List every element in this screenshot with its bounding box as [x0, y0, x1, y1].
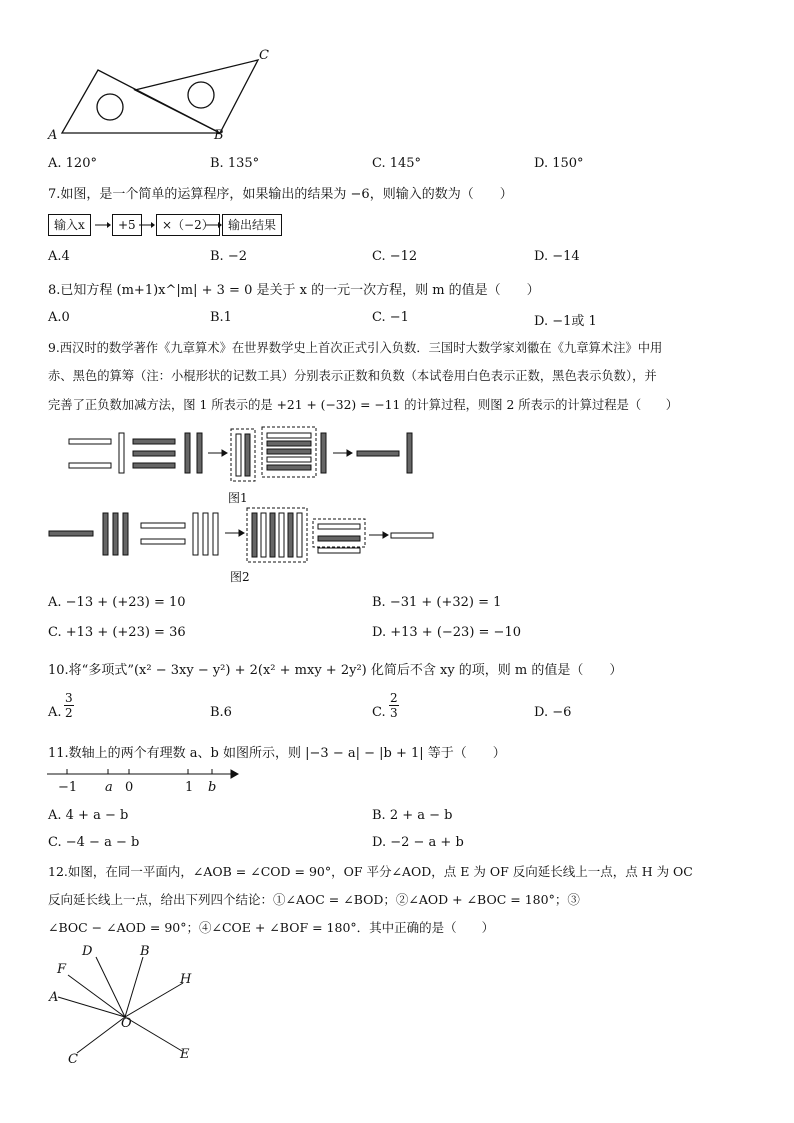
- fig1-black-rod: [357, 451, 399, 456]
- ray-od: [96, 957, 125, 1017]
- fig1-white-rod: [267, 433, 311, 438]
- q12-label-a: A: [49, 990, 59, 1005]
- fig2-black-rod: [288, 513, 293, 557]
- q9-option-d: D. +13 + (−23) = −10: [372, 625, 521, 640]
- fig1-black-rod: [267, 441, 311, 446]
- fig1-black-rod: [133, 439, 175, 444]
- q11-option-d: D. −2 − a + b: [372, 835, 464, 850]
- q11-option-c: C. −4 − a − b: [48, 835, 140, 850]
- q6-option-c: C. 145°: [372, 156, 422, 171]
- q6-label-a: A: [48, 128, 58, 143]
- fig1-black-rod: [267, 449, 311, 454]
- fig2-black-rod: [113, 513, 118, 555]
- q9-stem-line-3: 完善了正负数加减方法，图 1 所表示的是 +21 + (−32) = −11 的计算过程，则图 2 所表示的计算过程是（ ）: [48, 398, 679, 412]
- q7-arrow-2: [139, 219, 155, 231]
- q12-label-e: E: [180, 1047, 190, 1062]
- q7-option-c: C. −12: [372, 249, 418, 264]
- fig2-white-rod: [213, 513, 218, 555]
- fig1-black-rod: [133, 451, 175, 456]
- q10-option-c-denominator: 3: [390, 706, 398, 720]
- fig2-white-rod: [141, 523, 185, 528]
- q6-figure: [50, 45, 290, 145]
- fig2-white-rod: [391, 533, 433, 538]
- q11-option-b: B. 2 + a − b: [372, 808, 453, 823]
- q7-stem: 7.如图，是一个简单的运算程序，如果输出的结果为 −6，则输入的数为（ ）: [48, 187, 513, 202]
- q6-circle-left: [97, 94, 123, 120]
- q7-arrow-1: [95, 219, 111, 231]
- q11-label-b: b: [208, 780, 217, 795]
- q6-label-b: B: [214, 128, 224, 143]
- q11-label-a: a: [105, 780, 113, 795]
- fig1-black-rod: [267, 465, 311, 470]
- fig2-dashed-box: [313, 519, 365, 547]
- q8-option-d: D. −1或 1: [534, 314, 597, 329]
- q12-label-b: B: [140, 944, 150, 959]
- q12-label-f: F: [57, 962, 67, 977]
- q10-option-a-fraction: [64, 691, 74, 720]
- q6-triangle-right: [135, 60, 258, 133]
- q10-option-c-fraction: [389, 691, 399, 720]
- q10-option-a-denominator: 2: [65, 706, 73, 720]
- fig2-black-rod: [318, 536, 360, 541]
- fig2-black-rod: [252, 513, 257, 557]
- ray-oc: [77, 1017, 125, 1053]
- q6-circle-right: [188, 82, 214, 108]
- fig2-black-rod: [270, 513, 275, 557]
- fig2-white-rod: [318, 548, 360, 553]
- fig1-black-rod: [133, 463, 175, 468]
- q7-flow-output: 输出结果: [222, 214, 282, 236]
- q6-option-b: B. 135°: [210, 156, 260, 171]
- q9-option-c: C. +13 + (+23) = 36: [48, 625, 186, 640]
- q12-stem-line-3: ∠BOC − ∠AOD = 90°；④∠COE + ∠BOF = 180°．其中正确的是（ ）: [48, 920, 495, 935]
- q8-stem: 8.已知方程 (m+1)x^|m| + 3 = 0 是关于 x 的一元一次方程，则 m 的值是（ ）: [48, 283, 540, 298]
- q9-figure-2: [45, 505, 445, 567]
- q10-stem: 10.将“多项式”(x² − 3xy − y²) + 2(x² + mxy + 2y²) 化简后不含 xy 的项，则 m 的值是（ ）: [48, 663, 623, 678]
- q7-option-d: D. −14: [534, 249, 580, 264]
- q6-label-c: C: [259, 48, 269, 63]
- q12-label-d: D: [82, 944, 93, 959]
- q7-option-b: B. −2: [210, 249, 247, 264]
- q12-label-h: H: [180, 972, 192, 987]
- fig1-dashed-box: [231, 429, 255, 481]
- fig1-black-rod: [321, 433, 326, 473]
- q7-flow-plus5: +5: [112, 214, 142, 236]
- fig2-black-rod: [123, 513, 128, 555]
- q6-option-a: A. 120°: [48, 156, 97, 171]
- fig2-white-rod: [203, 513, 208, 555]
- q10-option-c-prefix: C.: [372, 705, 386, 720]
- fig2-black-rod: [103, 513, 108, 555]
- fig2-white-rod: [318, 524, 360, 529]
- q9-option-a: A. −13 + (+23) = 10: [48, 595, 186, 610]
- ray-oe: [125, 1017, 182, 1051]
- q9-figure-2-caption: 图2: [230, 570, 250, 584]
- q7-flow-input: 输入x: [48, 214, 91, 236]
- q10-option-c-numerator: 2: [390, 691, 398, 705]
- q8-option-b: B.1: [210, 310, 232, 325]
- q10-option-a-prefix: A.: [48, 705, 62, 720]
- q11-option-a: A. 4 + a − b: [48, 808, 129, 823]
- fig2-white-rod: [193, 513, 198, 555]
- q12-stem-line-1: 12.如图，在同一平面内，∠AOB = ∠COD = 90°，OF 平分∠AOD，点 E 为 OF 反向延长线上一点，点 H 为 OC: [48, 864, 693, 879]
- fig2-white-rod: [297, 513, 302, 557]
- q7-flow-times-neg2: ×（−2）: [156, 214, 220, 236]
- q12-label-c: C: [68, 1052, 78, 1067]
- fig2-white-rod: [261, 513, 266, 557]
- q9-stem-line-1: 9.西汉时的数学著作《九章算术》在世界数学史上首次正式引入负数．三国时大数学家刘徽在《九章算术注》中用: [48, 341, 663, 355]
- ray-of: [68, 975, 125, 1017]
- q11-label-1: 1: [185, 780, 194, 795]
- number-line-arrow: [231, 770, 238, 778]
- fig1-white-rod: [236, 434, 241, 476]
- q11-stem: 11.数轴上的两个有理数 a、b 如图所示，则 |−3 − a| − |b + 1| 等于（ ）: [48, 746, 506, 761]
- fig1-white-rod: [267, 457, 311, 462]
- q9-option-b: B. −31 + (+32) = 1: [372, 595, 502, 610]
- q9-figure-1-caption: 图1: [228, 491, 248, 505]
- q6-option-d: D. 150°: [534, 156, 584, 171]
- q9-figure-1: [65, 425, 425, 487]
- q10-option-a-numerator: 3: [65, 691, 73, 705]
- q7-arrow-3: [206, 219, 222, 231]
- fig2-white-rod: [141, 539, 185, 544]
- q12-label-o: O: [121, 1016, 132, 1031]
- fig2-white-rod: [279, 513, 284, 557]
- q8-option-a: A.0: [48, 310, 70, 325]
- fig1-black-rod: [407, 433, 412, 473]
- fig1-black-rod: [197, 433, 202, 473]
- q8-option-c: C. −1: [372, 310, 409, 325]
- q10-option-b: B.6: [210, 705, 232, 720]
- ray-oa: [58, 997, 125, 1017]
- fig1-black-rod: [245, 434, 250, 476]
- fig2-black-rod: [49, 531, 93, 536]
- q12-stem-line-2: 反向延长线上一点，给出下列四个结论：①∠AOC = ∠BOD；②∠AOD + ∠BOC = 180°；③: [48, 892, 580, 907]
- q11-label-0: 0: [125, 780, 134, 795]
- q7-option-a: A.4: [48, 249, 70, 264]
- fig1-white-rod: [69, 463, 111, 468]
- q11-label-neg1: −1: [58, 780, 78, 795]
- q9-stem-line-2: 赤、黑色的算筹（注：小棍形状的记数工具）分别表示正数和负数（本试卷用白色表示正数，黑色表示负数），并: [48, 369, 657, 383]
- fig1-white-rod: [69, 439, 111, 444]
- q6-triangle-left: [62, 70, 220, 133]
- fig1-black-rod: [185, 433, 190, 473]
- fig1-white-rod: [119, 433, 124, 473]
- q10-option-d: D. −6: [534, 705, 572, 720]
